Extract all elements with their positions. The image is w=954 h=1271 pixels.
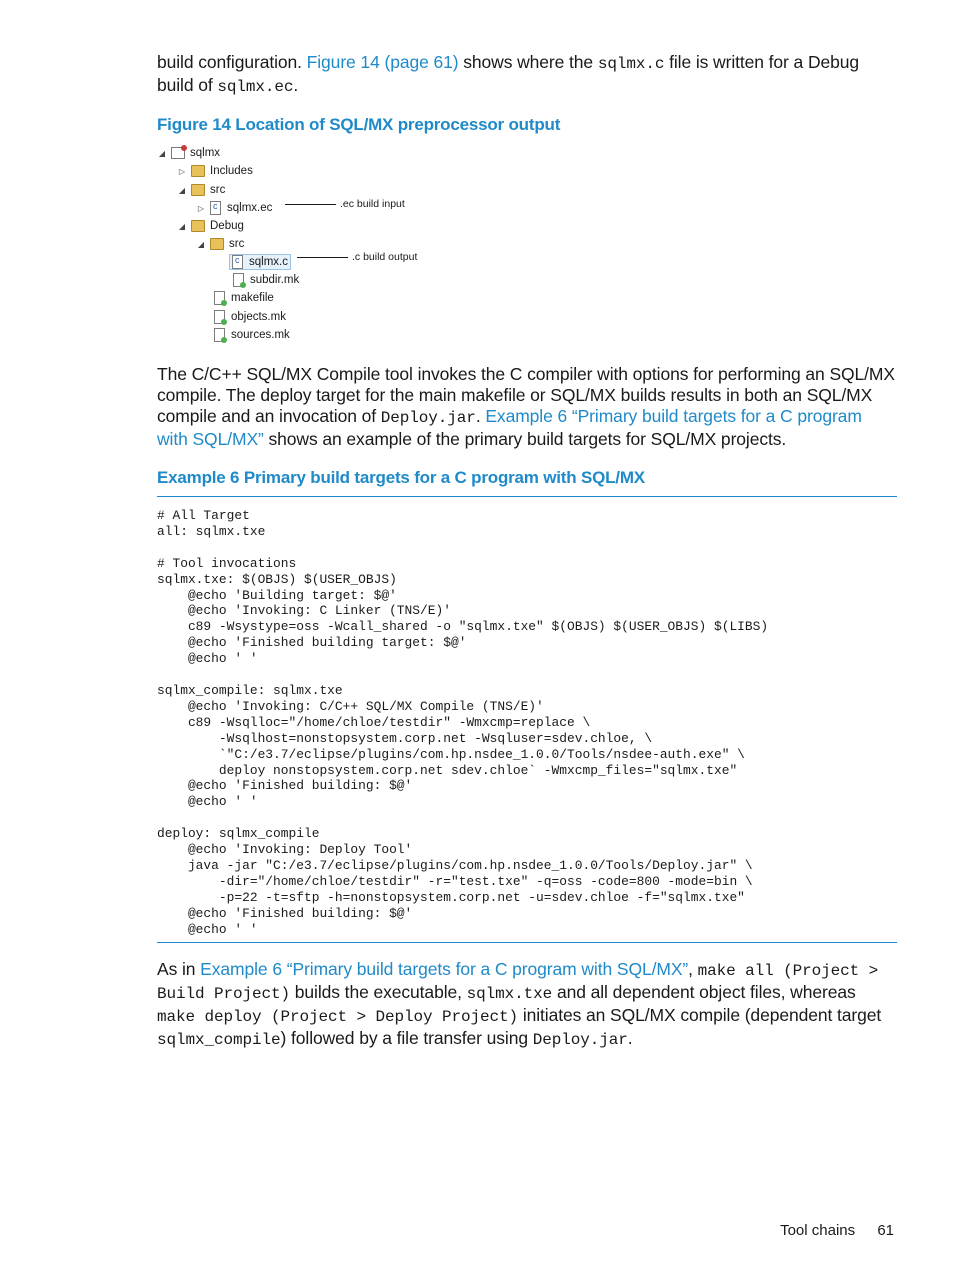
intro-paragraph	[157, 52, 897, 98]
expanded-arrow-icon: ◢	[178, 185, 186, 195]
footer-page-number: 61	[877, 1222, 894, 1239]
tree-node-objects-mk	[214, 309, 286, 325]
para3-text-f: ) followed by a file transfer using	[280, 1028, 528, 1049]
makefile-icon	[214, 291, 225, 305]
callout-line	[297, 257, 348, 258]
tree-label-objects-mk: objects.mk	[231, 311, 286, 323]
expanded-arrow-icon: ◢	[197, 239, 205, 249]
collapsed-arrow-icon: ▷	[178, 166, 186, 176]
folder-open-icon	[191, 220, 205, 232]
example-caption: Example 6 Primary build targets for a C program with SQL/MX	[157, 468, 645, 487]
tree-node-makefile	[214, 290, 274, 306]
tree-label-debug-src: src	[229, 238, 245, 250]
tree-label-debug: Debug	[210, 220, 244, 232]
makefile-icon	[214, 328, 225, 342]
makefile-code-block: # All Target all: sqlmx.txe # Tool invocations sqlmx.txe: $(OBJS) $(USER_OBJS) @echo 'Building target: $@' @echo 'Invoking: C Linker (TNS/E)' c89 -Wsystype=oss -Wcall_shared -o "sqlmx.txe" $(OBJS) $(USER_OBJS) $(LIBS) @echo 'Finished building target: $@' @echo ' ' sqlmx_compile: sqlmx.txe @echo 'Invoking: C/C++ SQL/MX Compile (TNS/E)' c89 -Wsqlloc="/home/chloe/testdir" -Wmxcmp=replace \ -Wsqlhost=nonstopsystem.corp.net -Wsqluser=sdev.chloe, \ `"C:/e3.7/eclipse/plugins/com.hp.nsdee_1.0.0/Tools/nsdee-auth.exe" \ deploy nonstopsystem.corp.net sdev.chloe` -Wmxcmp_files="sqlmx.txe" @echo 'Finished building: $@' @echo ' ' deploy: sqlmx_compile @echo 'Invoking: Deploy Tool' java -jar "C:/e3.7/eclipse/plugins/com.hp.nsdee_1.0.0/Tools/Deploy.jar" \ -dir="/home/chloe/testdir" -r="test.txe" -q=oss -code=800 -mode=bin \ -p=22 -t=sftp -h=nonstopsystem.corp.net -u=sdev.chloe -f="sqlmx.txe" @echo 'Finished building: $@' @echo ' '	[157, 508, 769, 937]
footer-section-title: Tool chains	[780, 1222, 856, 1239]
c-file-icon	[210, 201, 221, 215]
para2-text-c: shows an example of the primary build targets for SQL/MX projects.	[268, 429, 787, 449]
tree-node-sqlmx-ec	[196, 200, 272, 216]
intro-text-1: build configuration.	[157, 52, 302, 72]
makefile-icon	[214, 310, 225, 324]
para3-text-d: and all dependent object files, whereas	[556, 982, 856, 1003]
collapsed-arrow-icon: ▷	[197, 203, 205, 213]
tree-node-subdir-mk	[233, 272, 299, 288]
tree-node-sources-mk	[214, 327, 290, 343]
callout-build-output	[297, 251, 417, 263]
tree-label-makefile: makefile	[231, 292, 274, 304]
tree-node-project	[157, 145, 220, 161]
compile-tool-paragraph	[157, 364, 897, 450]
bottom-rule	[157, 942, 897, 943]
intro-text-2: shows where the	[463, 52, 594, 72]
figure-caption: Figure 14 Location of SQL/MX preprocessor output	[157, 115, 561, 134]
selected-item	[230, 255, 290, 269]
document-page	[157, 52, 897, 1051]
para3-code-make-all: make all (Project > Build Project)	[157, 962, 879, 1004]
expanded-arrow-icon: ◢	[178, 221, 186, 231]
para3-code-sqlmx-compile: sqlmx_compile	[157, 1031, 281, 1050]
tree-label-subdir-mk: subdir.mk	[250, 274, 300, 286]
intro-code-sqlmx-c: sqlmx.c	[597, 55, 665, 73]
para3-text-e: initiates an SQL/MX compile (dependent target	[522, 1005, 882, 1026]
para3-code-make-deploy: make deploy (Project > Deploy Project)	[157, 1008, 519, 1027]
folder-icon	[191, 184, 205, 196]
example-6-link[interactable]: Example 6 “Primary build targets for a C program with SQL/MX”	[157, 406, 862, 449]
tree-node-debug-src	[196, 236, 244, 252]
callout-line	[285, 204, 336, 205]
callout-output-label: .c build output	[352, 251, 418, 263]
tree-label-sources-mk: sources.mk	[231, 329, 290, 341]
example-6-link-2[interactable]: Example 6 “Primary build targets for a C program with SQL/MX”	[200, 959, 689, 980]
tree-label-sqlmx-ec: sqlmx.ec	[227, 202, 273, 214]
para2-text-a: The C/C++ SQL/MX Compile tool invokes the C compiler with options for performing an SQL/MX compile. The deploy target for the main makefile or SQL/MX builds results in both an SQL/MX compile and an invocation of	[157, 364, 895, 426]
intro-text-5: .	[293, 75, 299, 95]
para2-code-deploy-jar: Deploy.jar	[380, 409, 476, 427]
intro-text-4: build of	[157, 75, 213, 95]
para3-code-sqlmx-txe: sqlmx.txe	[466, 985, 553, 1004]
tree-node-debug	[177, 218, 244, 234]
para3-text-c: builds the executable,	[294, 982, 462, 1003]
tree-label-src: src	[210, 184, 226, 196]
includes-icon	[191, 165, 205, 177]
page-footer	[762, 1222, 894, 1239]
figure-14-link[interactable]: Figure 14 (page 61)	[306, 52, 459, 72]
project-icon	[171, 147, 185, 159]
intro-code-sqlmx-ec: sqlmx.ec	[217, 78, 294, 96]
project-tree-figure	[157, 143, 897, 348]
tree-label-includes: Includes	[210, 165, 253, 177]
make-targets-paragraph	[157, 959, 897, 1051]
expanded-arrow-icon: ◢	[158, 148, 166, 158]
para3-code-deploy-jar: Deploy.jar	[532, 1031, 628, 1050]
tree-label-project: sqlmx	[190, 147, 221, 159]
para3-text-a: As in	[157, 959, 196, 980]
tree-label-sqlmx-c: sqlmx.c	[249, 256, 288, 268]
callout-input-label: .ec build input	[340, 198, 405, 210]
c-file-icon	[232, 255, 243, 269]
para2-text-b: .	[475, 406, 481, 426]
makefile-icon	[233, 273, 244, 287]
para3-text-b: ,	[688, 959, 693, 980]
para3-text-g: .	[627, 1028, 633, 1049]
callout-build-input	[285, 198, 405, 210]
tree-node-includes	[177, 163, 253, 179]
tree-node-sqlmx-c	[230, 254, 290, 270]
folder-open-icon	[210, 238, 224, 250]
tree-node-src	[177, 182, 225, 198]
intro-text-3: file is written for a Debug	[669, 52, 860, 72]
